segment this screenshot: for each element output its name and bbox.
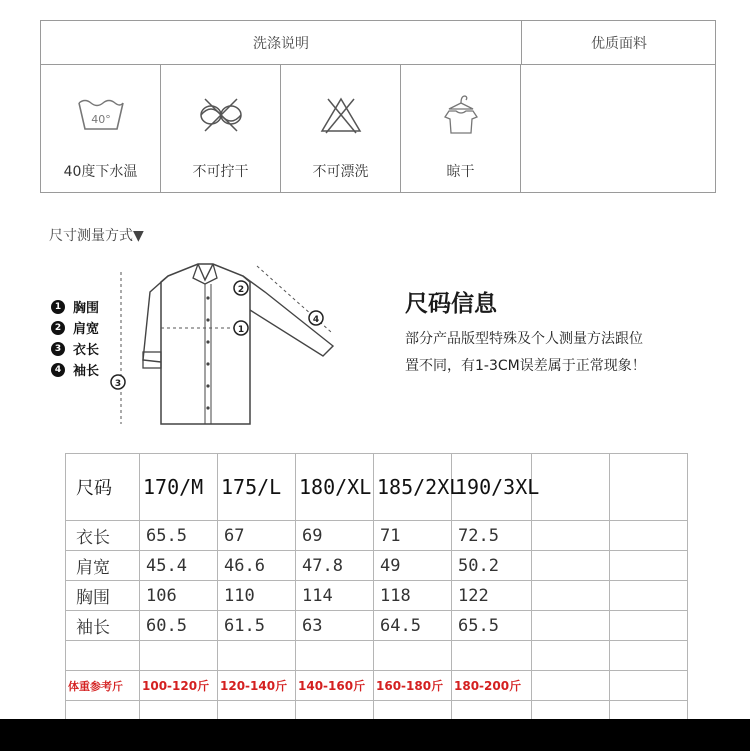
table-cell: 50.2 — [452, 551, 532, 581]
table-cell: 49 — [374, 551, 452, 581]
table-cell — [610, 521, 688, 551]
bottom-bar — [0, 719, 750, 751]
table-cell — [532, 551, 610, 581]
legend-item — [51, 296, 99, 317]
size-info-line-1: 部分产品版型特殊及个人测量方法跟位 — [405, 331, 643, 347]
table-cell: 110 — [218, 581, 296, 611]
wash-temp-label: 40° — [91, 113, 111, 126]
care-instructions-table — [40, 20, 716, 193]
table-cell: 63 — [296, 611, 374, 641]
weight-cell — [532, 671, 610, 701]
hang-dry-icon — [436, 93, 486, 137]
weight-cell — [610, 671, 688, 701]
weight-cell: 160-180斤 — [374, 671, 452, 701]
table-cell — [610, 611, 688, 641]
table-header-cell: 170/M — [140, 454, 218, 521]
svg-text:2: 2 — [237, 285, 245, 295]
legend-label: 肩宽 — [73, 322, 100, 337]
table-header-cell: 180/XL — [296, 454, 374, 521]
table-cell: 65.5 — [140, 521, 218, 551]
table-cell — [610, 581, 688, 611]
table-cell: 65.5 — [452, 611, 532, 641]
table-cell: 64.5 — [374, 611, 452, 641]
measure-legend — [51, 296, 99, 380]
size-info-note — [405, 326, 710, 380]
care-item-dry — [401, 65, 521, 193]
svg-text:4: 4 — [312, 315, 320, 325]
care-item-wash — [41, 65, 161, 193]
legend-label: 衣长 — [73, 343, 100, 358]
care-label-wring: 不可拧干 — [192, 164, 249, 180]
table-cell: 114 — [296, 581, 374, 611]
shirt-diagram-icon — [105, 258, 335, 438]
table-row — [66, 551, 688, 581]
table-cell: 袖长 — [66, 611, 140, 641]
legend-number: 3 — [51, 342, 65, 356]
care-label-dry: 晾干 — [446, 164, 475, 180]
table-header-row — [66, 454, 688, 521]
size-table — [65, 453, 688, 726]
table-cell: 67 — [218, 521, 296, 551]
no-wring-icon — [196, 93, 246, 137]
table-header-cell — [610, 454, 688, 521]
table-cell: 胸围 — [66, 581, 140, 611]
table-header-cell: 尺码 — [66, 454, 140, 521]
weight-cell: 120-140斤 — [218, 671, 296, 701]
legend-item — [51, 338, 99, 359]
no-bleach-icon — [316, 93, 366, 137]
table-row — [66, 611, 688, 641]
weight-cell: 体重参考斤 — [66, 671, 140, 701]
table-cell: 46.6 — [218, 551, 296, 581]
table-cell: 61.5 — [218, 611, 296, 641]
care-item-bleach — [281, 65, 401, 193]
table-cell: 60.5 — [140, 611, 218, 641]
legend-number: 4 — [51, 363, 65, 377]
table-cell: 47.8 — [296, 551, 374, 581]
table-cell — [532, 611, 610, 641]
table-cell: 71 — [374, 521, 452, 551]
care-header-fabric: 优质面料 — [522, 21, 716, 65]
care-label-bleach: 不可漂洗 — [312, 164, 369, 180]
table-cell: 122 — [452, 581, 532, 611]
table-row — [66, 581, 688, 611]
table-header-cell: 185/2XL — [374, 454, 452, 521]
table-cell: 72.5 — [452, 521, 532, 551]
table-header-cell: 175/L — [218, 454, 296, 521]
svg-text:1: 1 — [237, 325, 245, 335]
table-cell: 106 — [140, 581, 218, 611]
weight-cell: 100-120斤 — [140, 671, 218, 701]
legend-label: 袖长 — [73, 364, 100, 379]
table-cell: 肩宽 — [66, 551, 140, 581]
table-row-empty — [66, 641, 688, 671]
legend-item — [51, 317, 99, 338]
table-cell — [532, 581, 610, 611]
care-item-wring — [161, 65, 281, 193]
table-header-cell — [532, 454, 610, 521]
table-cell: 118 — [374, 581, 452, 611]
legend-item — [51, 359, 99, 380]
size-info-line-2: 置不同，有1-3CM误差属于正常现象！ — [405, 358, 646, 374]
weight-cell: 180-200斤 — [452, 671, 532, 701]
legend-number: 2 — [51, 321, 65, 335]
weight-cell: 140-160斤 — [296, 671, 374, 701]
table-cell: 69 — [296, 521, 374, 551]
table-header-cell: 190/3XL — [452, 454, 532, 521]
table-cell: 衣长 — [66, 521, 140, 551]
legend-label: 胸围 — [73, 301, 100, 316]
table-cell: 45.4 — [140, 551, 218, 581]
weight-reference-row — [66, 671, 688, 701]
care-fabric-cell — [522, 65, 716, 193]
svg-text:3: 3 — [114, 379, 122, 389]
measure-caption: 尺寸测量方式▼ — [49, 228, 144, 244]
wash-40-icon — [76, 93, 126, 137]
legend-number: 1 — [51, 300, 65, 314]
table-row — [66, 521, 688, 551]
size-info-title: 尺码信息 — [405, 291, 497, 317]
care-label-wash: 40度下水温 — [63, 164, 138, 180]
table-cell — [610, 551, 688, 581]
care-header-wash: 洗涤说明 — [41, 21, 522, 65]
table-cell — [532, 521, 610, 551]
